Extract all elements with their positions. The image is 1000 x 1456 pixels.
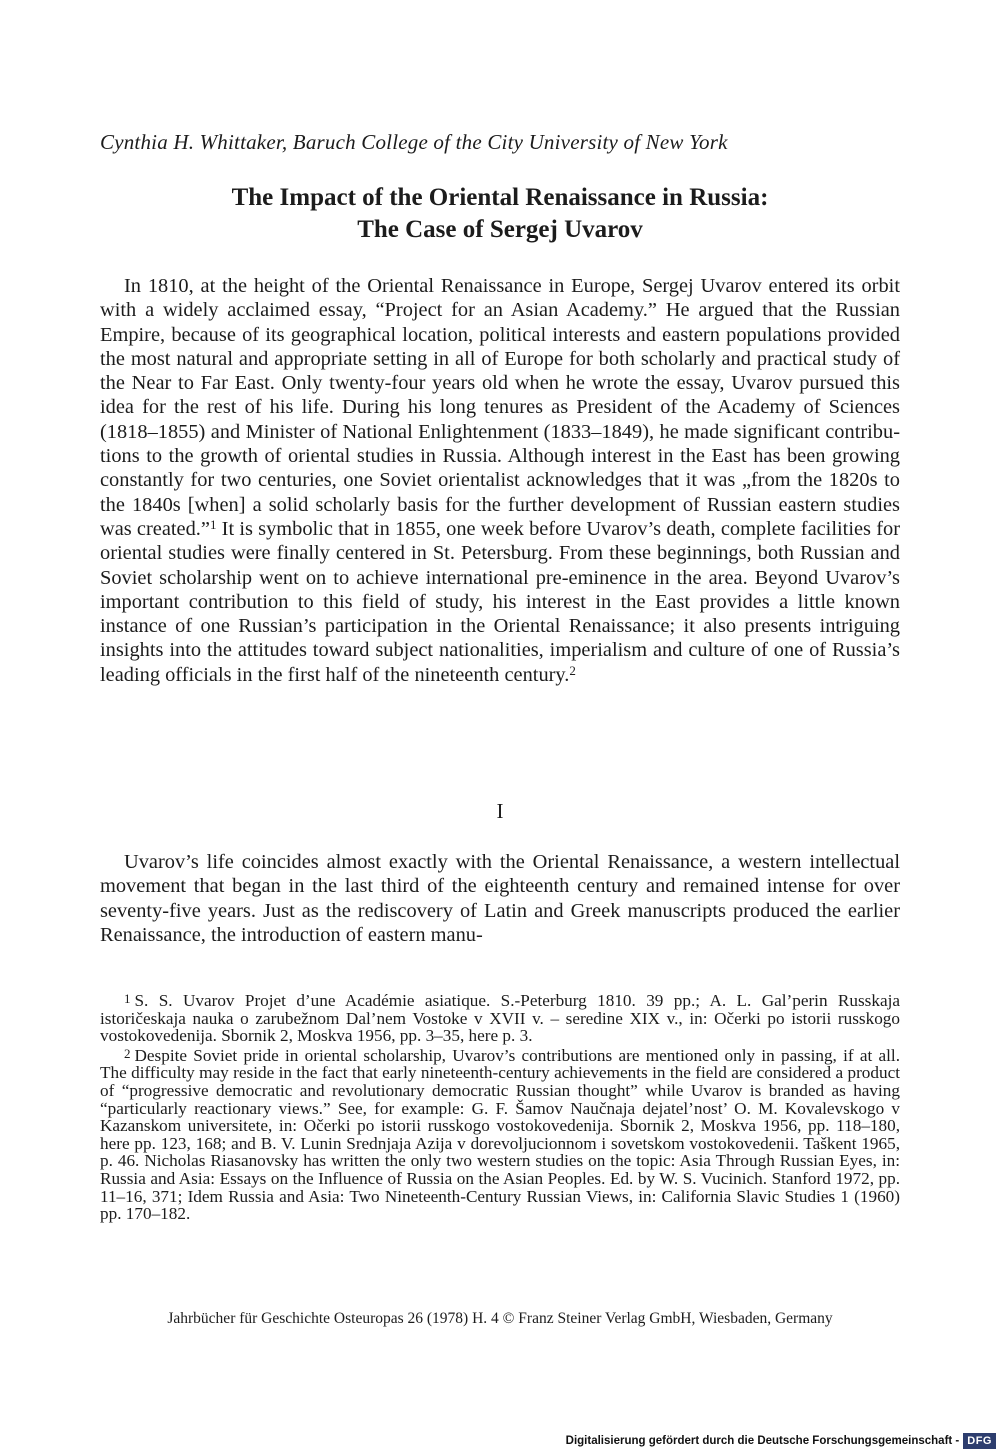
paragraph-content	[100, 274, 900, 687]
body-paragraph-1	[100, 274, 900, 687]
footnote-2	[100, 1045, 900, 1223]
section-heading: I	[496, 799, 504, 823]
title-line-2: The Case of Sergej Uvarov	[357, 216, 643, 243]
paragraph-text: In 1810, at the height of the Oriental Renaissance in Europe, Sergej Uvarov entered its orbit with a widely acclaimed essay, “Project for an Asian Academy.” He argued that the Russian Empire, because of its geographical location, political interests and eastern populations provided the most natural and appropriate setting in all of Europe for both scholarly and practical study of the Near to Far East. Only twenty-four years old when he wrote the essay, Uvarov pursued this idea for the rest of his life. During his long tenures as President of the Academy of Sciences (1818–1855) and Minister of National Enlightenment (1833–1849), he made significant contributions to the growth of oriental studies in Russia. Although interest in the East has been growing constantly for two centuries, one Soviet orientalist acknowledges that it was „from the 1820s to the 1840s [when] a solid scholarly basis for the further development of Russian eastern studies was created.”	[100, 275, 900, 540]
footnote-1	[100, 990, 900, 1045]
body-paragraph-2	[100, 850, 900, 947]
dfg-logo: DFG	[963, 1433, 996, 1449]
title-line-1: The Impact of the Oriental Renaissance in Russia:	[231, 184, 769, 211]
footnote-text: S. S. Uvarov Projet d’une Académie asiatique. S.-Peterburg 1810. 39 pp.; A. L. Gal’perin Russkaja istoričeskaja nauka o zarubežnom Dal’nem Vostoke v XVII v. – seredine XIX v., in: Očerki po istorii russkogo vostokovedenija. Sbornik 2, Moskva 1956, pp. 3–35, here p. 3.	[100, 991, 900, 1046]
footnote-marker: 1	[124, 991, 131, 1006]
digitization-text: Digitalisierung gefördert durch die Deutsche Forschungsgemeinschaft -	[565, 1435, 960, 1447]
footnote-reference-2: 2	[569, 662, 576, 678]
journal-citation: Jahrbücher für Geschichte Osteuropas 26 (1978) H. 4 © Franz Steiner Verlag GmbH, Wiesbaden, Germany	[167, 1310, 833, 1327]
paragraph-text: Uvarov’s life coincides almost exactly with the Oriental Renaissance, a western intellectual movement that began in the last third of the eighteenth century and remained intense for over seventy-five years. Just as the rediscovery of Latin and Greek manuscripts produced the earlier Renaissance, the introduction of eastern manu-	[100, 851, 900, 946]
footnotes	[100, 990, 900, 1223]
paragraph-text-continued: It is symbolic that in 1855, one week before Uvarov’s death, complete facilities for oriental studies were finally centered in St. Petersburg. From these beginnings, both Russian and Soviet scholarship went on to achieve international pre-eminence in the area. Beyond Uvarov’s important contribution to this field of study, his interest in the East provides a little known instance of one Russian’s participation in the Oriental Renaissance; it also presents intriguing insights into the attitudes toward subject nationalities, imperialism and culture of one of Russia’s leading officials in the first half of the nineteenth century.	[100, 517, 900, 686]
author-affiliation: Cynthia H. Whittaker, Baruch College of the City University of New York	[100, 130, 728, 154]
footnote-marker: 2	[124, 1045, 131, 1061]
article-title	[100, 182, 900, 246]
footnote-text: Despite Soviet pride in oriental scholarship, Uvarov’s contributions are mentioned only in passing, if at all. The difficulty may reside in the fact that early nineteenth-century achievements in the field are considered a product of “progressive democratic and revolutionary democratic Russian thought” while Uvarov is branded as having “particularly reactionary views.” See, for example: G. F. Šamov Naučnaja dejatel’nost’ O. M. Kovalevskogo v Kazanskom universitete, in: Očerki po istorii russkogo vostokovedenija. Sbornik 2, Moskva 1956, pp. 118–180, here pp. 123, 168; and B. V. Lunin Srednjaja Azija v dorevoljucionnom i sovetskom vostokovedenii. Taškent 1965, p. 46. Nicholas Riasanovsky has written the only two western studies on the topic: Asia Through Russian Eyes, in: Russia and Asia: Essays on the Influence of Russia on the Asian Peoples. Ed. by W. S. Vucinich. Stanford 1972, pp. 11–16, 371; Idem Russia and Asia: Two Nineteenth-Century Russian Views, in: California Slavic Studies 1 (1960) pp. 170–182.	[100, 1045, 900, 1224]
footnote-reference-1: 1	[209, 516, 217, 532]
digitization-notice	[566, 1430, 996, 1452]
